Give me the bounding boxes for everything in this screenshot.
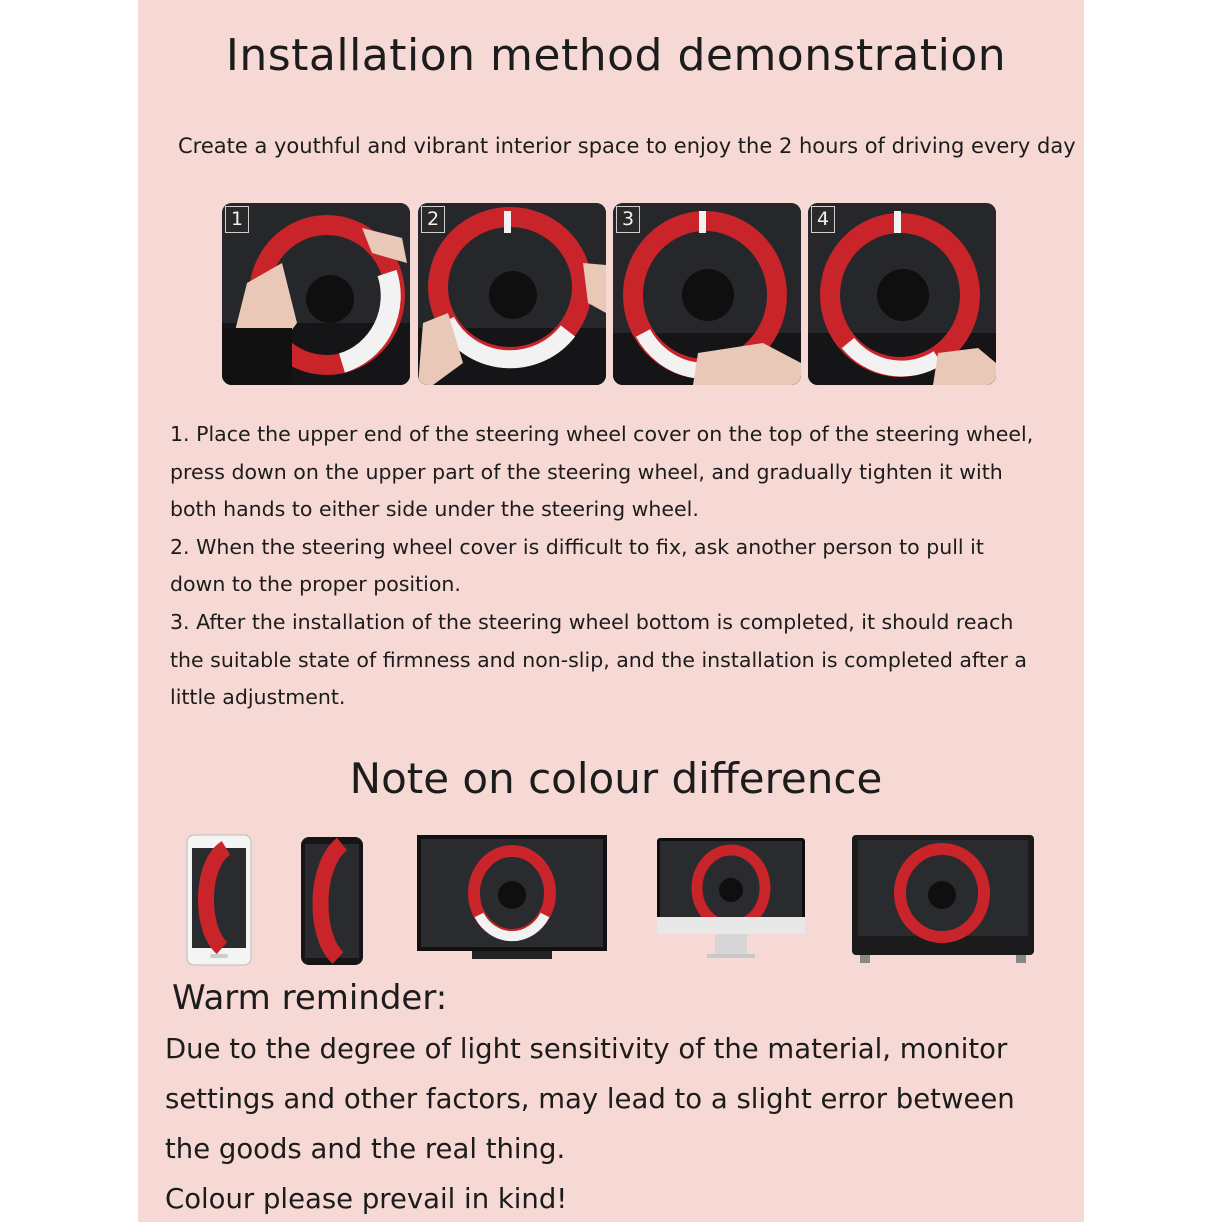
installation-instructions: [170, 416, 1050, 717]
reminder-line: the goods and the real thing.: [165, 1133, 566, 1165]
page-subtitle: Create a youthful and vibrant interior space to enjoy the 2 hours of driving every day: [178, 134, 1076, 158]
instruction-line: 2. When the steering wheel cover is difficult to fix, ask another person to pull it: [170, 534, 984, 559]
step-photo-4: [808, 203, 996, 385]
page-title: Installation method demonstration: [225, 30, 1007, 81]
instruction-line: down to the proper position.: [170, 572, 461, 597]
device-phone-white: [186, 834, 252, 966]
instruction-line: the suitable state of firmness and non-slip, and the installation is completed after a: [170, 647, 1027, 672]
reminder-text: [165, 1024, 1065, 1224]
step-photo-2: [418, 203, 606, 385]
device-tv-monitor: [417, 835, 607, 965]
step-number-badge: 4: [811, 206, 835, 233]
instruction-line: both hands to either side under the steering wheel.: [170, 497, 699, 522]
instruction-line: 3. After the installation of the steering wheel bottom is completed, it should reach: [170, 609, 1014, 634]
instruction-line: little adjustment.: [170, 685, 346, 710]
step-number-badge: 2: [421, 206, 445, 233]
instruction-line: 1. Place the upper end of the steering wheel cover on the top of the steering wheel,: [170, 422, 1034, 446]
reminder-title: Warm reminder:: [172, 978, 448, 1018]
reminder-line: settings and other factors, may lead to a slight error between: [165, 1083, 1015, 1115]
step-number-badge: 3: [616, 206, 640, 233]
device-phone-black: [300, 836, 364, 966]
device-imac-monitor: [657, 838, 805, 966]
device-tablet-monitor: [852, 835, 1034, 965]
instruction-line: press down on the upper part of the steering wheel, and gradually tighten it with: [170, 459, 1003, 484]
step-photo-1: [222, 203, 410, 385]
colour-note-title: Note on colour difference: [349, 754, 883, 803]
reminder-line: Colour please prevail in kind!: [165, 1183, 568, 1215]
reminder-line: Due to the degree of light sensitivity of the material, monitor: [165, 1033, 1008, 1065]
step-number-badge: 1: [225, 206, 249, 233]
step-photo-3: [613, 203, 801, 385]
